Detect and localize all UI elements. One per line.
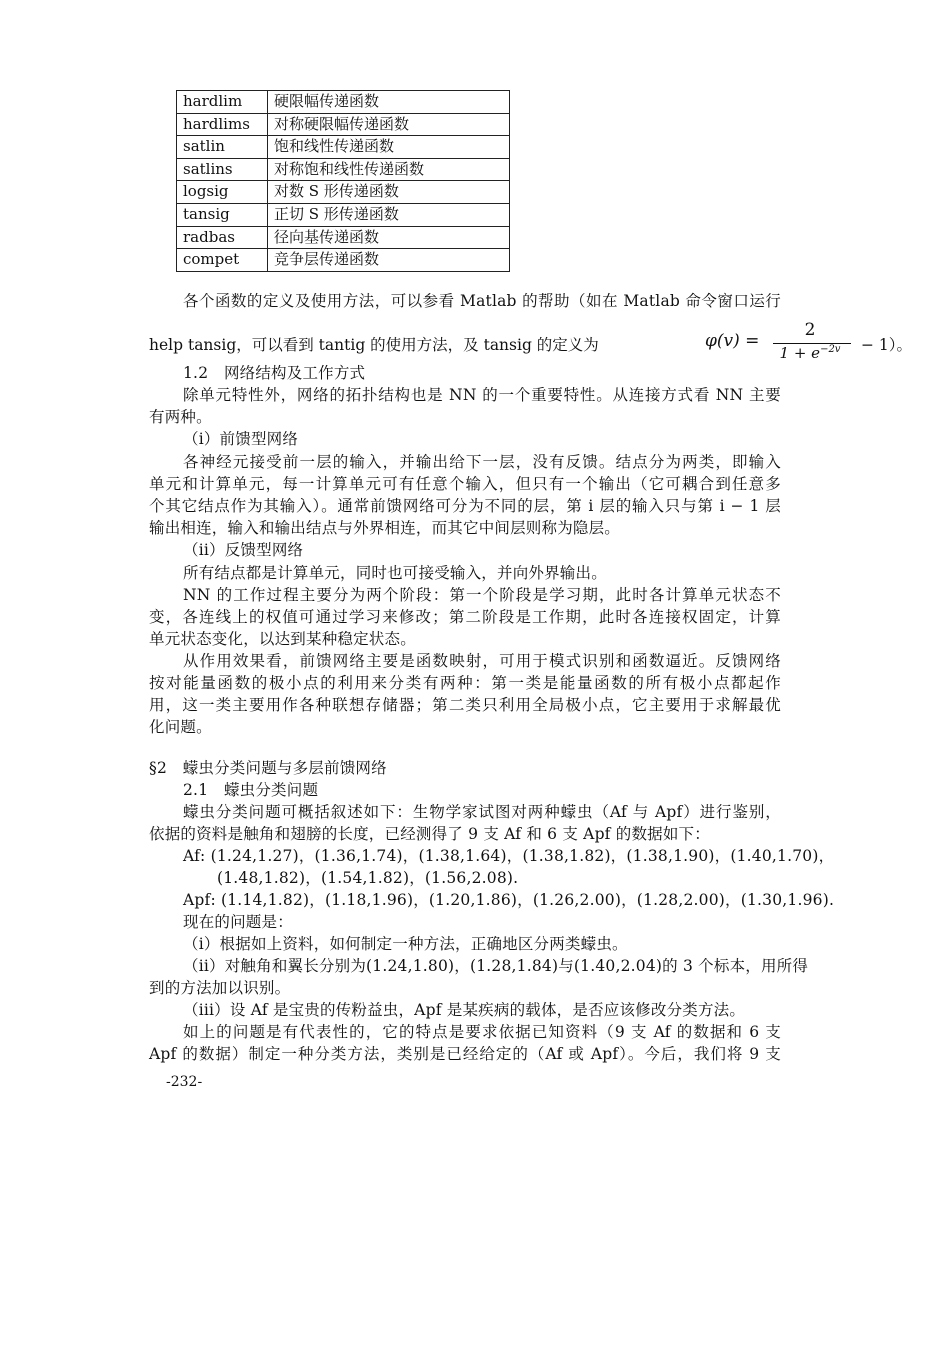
paragraph-line: 有两种。 (149, 408, 212, 426)
paragraph-line: 依据的资料是触角和翅膀的长度，已经测得了 9 支 Af 和 6 支 Apf 的数据如下： (149, 825, 710, 843)
subheading: （i）前馈型网络 (183, 430, 299, 448)
table-row (177, 203, 510, 226)
function-name-cell: satlin (177, 136, 268, 159)
table-row (177, 249, 510, 272)
function-name-cell: compet (177, 249, 268, 272)
table-row (177, 181, 510, 204)
table-row (177, 158, 510, 181)
function-desc-cell: 饱和线性传递函数 (268, 136, 510, 159)
paragraph-line: 各个函数的定义及使用方法，可以参看 Matlab 的帮助（如在 Matlab 命令窗口运行 (183, 292, 781, 310)
formula-lhs: φ(v) = (705, 331, 760, 351)
data-line-apf: Apf: (1.14,1.82)，(1.18,1.96)，(1.20,1.86)，(1.26,2.00)，(1.28,2.00)，(1.30,1.96). (183, 891, 835, 909)
function-desc-cell: 径向基传递函数 (268, 226, 510, 249)
paragraph-line: 输出相连，输入和输出结点与外界相连，而其它中间层则称为隐层。 (149, 519, 621, 537)
paragraph-line: NN 的工作过程主要分为两个阶段：第一个阶段是学习期，此时各计算单元状态不 (183, 586, 781, 604)
function-name-cell: hardlim (177, 91, 268, 114)
formula-tail: − 1）。 (861, 336, 913, 354)
section-heading: 2.1 蠓虫分类问题 (183, 781, 319, 799)
question-line: （ii）对触角和翼长分别为(1.24,1.80)，(1.28,1.84)与(1.40,2.04)的 3 个标本，用所得 (183, 957, 809, 975)
paragraph-line: 现在的问题是： (183, 913, 293, 931)
paragraph-line: 如上的问题是有代表性的，它的特点是要求依据已知资料（9 支 Af 的数据和 6 支 (183, 1023, 781, 1041)
function-name-cell: tansig (177, 203, 268, 226)
function-name-cell: hardlims (177, 113, 268, 136)
table-row (177, 136, 510, 159)
formula-fraction (765, 320, 855, 364)
function-desc-cell: 对称饱和线性传递函数 (268, 158, 510, 181)
paragraph-line: 蠓虫分类问题可概括叙述如下：生物学家试图对两种蠓虫（Af 与 Apf）进行鉴别， (183, 803, 781, 821)
function-desc-cell: 对数 S 形传递函数 (268, 181, 510, 204)
question-line: （i）根据如上资料，如何制定一种方法，正确地区分两类蠓虫。 (183, 935, 628, 953)
formula-exponent: −2v (820, 344, 841, 355)
paragraph-line: 按对能量函数的极小点的利用来分类有两种：第一类是能量函数的所有极小点都起作 (149, 674, 781, 692)
paragraph-line: 单元状态变化，以达到某种稳定状态。 (149, 630, 416, 648)
table-row (177, 113, 510, 136)
page-number: -232- (166, 1074, 203, 1090)
subheading: （ii）反馈型网络 (183, 541, 304, 559)
section-heading: §2 蠓虫分类问题与多层前馈网络 (149, 759, 387, 777)
function-name-cell: satlins (177, 158, 268, 181)
formula-denominator (765, 344, 855, 362)
question-line: （iii）设 Af 是宝贵的传粉益虫，Apf 是某疾病的载体，是否应该修改分类方法。 (183, 1001, 746, 1019)
table-row (177, 91, 510, 114)
function-desc-cell: 对称硬限幅传递函数 (268, 113, 510, 136)
formula-denominator-base: 1 + e (779, 344, 821, 362)
question-line: 到的方法加以识别。 (149, 979, 291, 997)
paragraph-line: Apf 的数据）制定一种分类方法，类别是已经给定的（Af 或 Apf）。今后，我们将 9 支 (149, 1045, 781, 1063)
section-heading: 1.2 网络结构及工作方式 (183, 364, 366, 382)
paragraph-line: 单元和计算单元，每一计算单元可有任意个输入，但只有一个输出（它可耦合到任意多 (149, 475, 781, 493)
transfer-function-table (176, 90, 510, 272)
data-line-af: (1.48,1.82)，(1.54,1.82)，(1.56,2.08). (217, 869, 519, 887)
function-name-cell: radbas (177, 226, 268, 249)
paragraph-line: help tansig，可以看到 tantig 的使用方法，及 tansig 的定义为 (149, 336, 599, 354)
function-desc-cell: 竞争层传递函数 (268, 249, 510, 272)
paragraph-line: 化问题。 (149, 718, 212, 736)
paragraph-line: 变，各连线上的权值可通过学习来修改；第二阶段是工作期，此时各连接权固定，计算 (149, 608, 781, 626)
formula-line (149, 320, 913, 364)
paragraph-line: 个其它结点作为其输入）。通常前馈网络可分为不同的层，第 i 层的输入只与第 i − 1 层 (149, 497, 781, 515)
function-name-cell: logsig (177, 181, 268, 204)
paragraph-line: 除单元特性外，网络的拓扑结构也是 NN 的一个重要特性。从连接方式看 NN 主要 (183, 386, 781, 404)
formula-numerator: 2 (804, 320, 816, 340)
table-row (177, 226, 510, 249)
paragraph-line: 所有结点都是计算单元，同时也可接受输入，并向外界输出。 (183, 564, 607, 582)
function-desc-cell: 正切 S 形传递函数 (268, 203, 510, 226)
function-desc-cell: 硬限幅传递函数 (268, 91, 510, 114)
paragraph-line: 各神经元接受前一层的输入，并输出给下一层，没有反馈。结点分为两类，即输入 (183, 453, 781, 471)
data-line-af: Af: (1.24,1.27)，(1.36,1.74)，(1.38,1.64)，(1.38,1.82)，(1.38,1.90)，(1.40,1.70)， (183, 847, 835, 865)
paragraph-line: 用，这一类主要用作各种联想存储器；第二类只利用全局极小点，它主要用于求解最优 (149, 696, 781, 714)
paragraph-line: 从作用效果看，前馈网络主要是函数映射，可用于模式识别和函数逼近。反馈网络 (183, 652, 781, 670)
